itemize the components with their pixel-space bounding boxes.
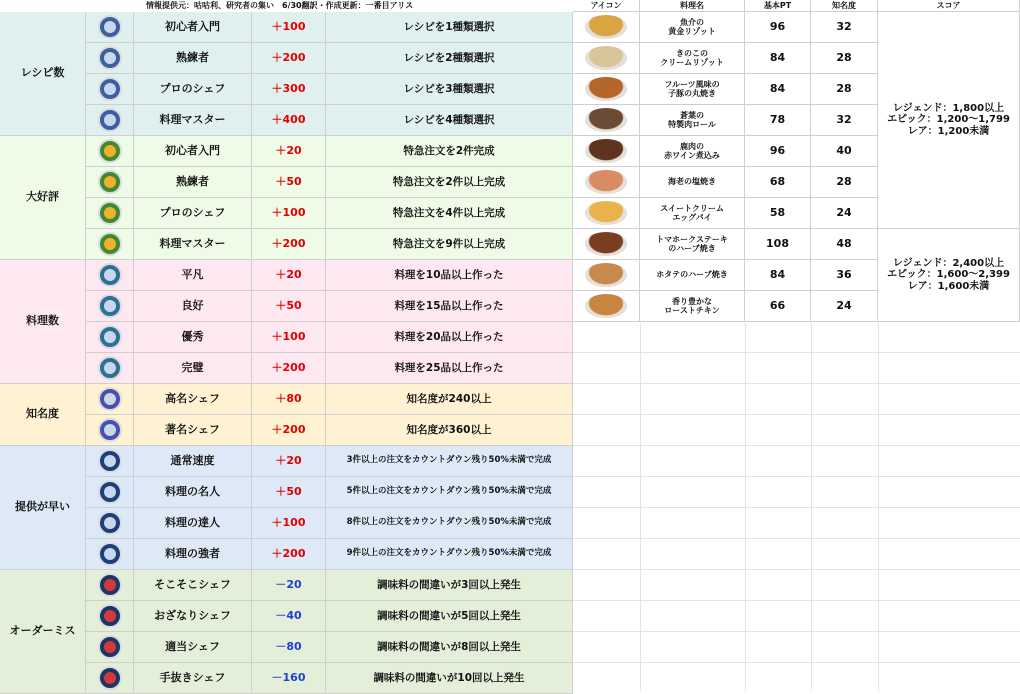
- achievement-title: 料理マスター: [134, 229, 252, 260]
- achievement-condition: 3件以上の注文をカウントダウン残り50%未満で完成: [326, 446, 573, 477]
- achievement-points: ＋200: [252, 353, 326, 384]
- dish-medal-icon: [98, 46, 122, 70]
- risotto-icon: [585, 15, 627, 39]
- stew-icon: [585, 139, 627, 163]
- achievement-condition: 特急注文を2件以上完成: [326, 167, 573, 198]
- achievement-points: ＋100: [252, 322, 326, 353]
- roast-piglet-icon: [585, 77, 627, 101]
- header-base-pt: 基本PT: [745, 0, 811, 12]
- category-cell: 提供が早い: [0, 446, 86, 570]
- achievement-points: ＋200: [252, 539, 326, 570]
- header-icon: アイコン: [573, 0, 640, 12]
- achievement-condition: 8件以上の注文をカウントダウン残り50%未満で完成: [326, 508, 573, 539]
- grid-line: [573, 352, 1020, 353]
- achievement-condition: 特急注文を2件完成: [326, 136, 573, 167]
- dish-fame: 28: [811, 74, 878, 105]
- achievement-points: －80: [252, 632, 326, 663]
- achievement-title: 適当シェフ: [134, 632, 252, 663]
- category-cell: 大好評: [0, 136, 86, 260]
- dish-icon-cell: [573, 229, 640, 260]
- icon-cell: [86, 12, 134, 43]
- dish-base-pt: 84: [745, 260, 811, 291]
- achievement-title: 手抜きシェフ: [134, 663, 252, 694]
- achievement-points: ＋200: [252, 229, 326, 260]
- icon-cell: [86, 477, 134, 508]
- scroll-medal-icon: [98, 263, 122, 287]
- achievement-title: 熟練者: [134, 43, 252, 74]
- wing-medal-icon: [98, 542, 122, 566]
- achievement-title: 高名シェフ: [134, 384, 252, 415]
- dish-name: きのこの クリームリゾット: [640, 43, 745, 74]
- dish-icon-cell: [573, 12, 640, 43]
- dish-icon-cell: [573, 167, 640, 198]
- dish-medal-icon: [98, 77, 122, 101]
- dish-fame: 28: [811, 43, 878, 74]
- meat-roll-icon: [585, 108, 627, 132]
- achievement-title: プロのシェフ: [134, 198, 252, 229]
- achievement-points: ＋50: [252, 477, 326, 508]
- achievement-condition: 5件以上の注文をカウントダウン残り50%未満で完成: [326, 477, 573, 508]
- icon-cell: [86, 136, 134, 167]
- achievement-points: ＋200: [252, 43, 326, 74]
- achievement-condition: 料理を25品以上作った: [326, 353, 573, 384]
- achievement-condition: レシピを3種類選択: [326, 74, 573, 105]
- achievement-condition: 調味料の間違いが3回以上発生: [326, 570, 573, 601]
- dish-icon-cell: [573, 43, 640, 74]
- steak-icon: [585, 232, 627, 256]
- dish-icon-cell: [573, 136, 640, 167]
- icon-cell: [86, 74, 134, 105]
- icon-cell: [86, 322, 134, 353]
- icon-cell: [86, 570, 134, 601]
- praise-medal-icon: [98, 139, 122, 163]
- icon-cell: [86, 291, 134, 322]
- scroll-medal-icon: [98, 325, 122, 349]
- dish-icon-cell: [573, 291, 640, 322]
- achievement-points: ＋50: [252, 291, 326, 322]
- achievement-condition: 料理を10品以上作った: [326, 260, 573, 291]
- dish-name: 香り豊かな ローストチキン: [640, 291, 745, 322]
- achievement-condition: 料理を20品以上作った: [326, 322, 573, 353]
- achievement-title: 著名シェフ: [134, 415, 252, 446]
- achievement-condition: 調味料の間違いが5回以上発生: [326, 601, 573, 632]
- achievement-condition: 調味料の間違いが8回以上発生: [326, 632, 573, 663]
- achievement-title: 料理の名人: [134, 477, 252, 508]
- dish-fame: 32: [811, 105, 878, 136]
- dish-fame: 24: [811, 291, 878, 322]
- icon-cell: [86, 167, 134, 198]
- achievement-title: 優秀: [134, 322, 252, 353]
- praise-medal-icon: [98, 170, 122, 194]
- dish-icon-cell: [573, 74, 640, 105]
- achievement-condition: 知名度が360以上: [326, 415, 573, 446]
- grid-line: [573, 662, 1020, 663]
- dish-fame: 24: [811, 198, 878, 229]
- dish-fame: 28: [811, 167, 878, 198]
- category-cell: レシピ数: [0, 12, 86, 136]
- achievement-points: ＋20: [252, 136, 326, 167]
- category-cell: 知名度: [0, 384, 86, 446]
- dish-name: 海老の塩焼き: [640, 167, 745, 198]
- dish-name: 魚介の 黄金リゾット: [640, 12, 745, 43]
- category-cell: 料理数: [0, 260, 86, 384]
- dish-fame: 36: [811, 260, 878, 291]
- cross-medal-icon: [98, 635, 122, 659]
- dish-base-pt: 84: [745, 43, 811, 74]
- dish-base-pt: 58: [745, 198, 811, 229]
- achievement-points: ＋80: [252, 384, 326, 415]
- icon-cell: [86, 229, 134, 260]
- achievement-condition: 料理を15品以上作った: [326, 291, 573, 322]
- achievement-points: －20: [252, 570, 326, 601]
- achievement-condition: 特急注文を9件以上完成: [326, 229, 573, 260]
- dish-base-pt: 68: [745, 167, 811, 198]
- grid-line: [573, 445, 1020, 446]
- dish-icon-cell: [573, 260, 640, 291]
- achievement-title: おざなりシェフ: [134, 601, 252, 632]
- icon-cell: [86, 632, 134, 663]
- scroll-medal-icon: [98, 356, 122, 380]
- achievement-condition: 調味料の間違いが10回以上発生: [326, 663, 573, 694]
- icon-cell: [86, 508, 134, 539]
- header-fame: 知名度: [811, 0, 878, 12]
- cream-risotto-icon: [585, 46, 627, 70]
- achievement-points: ＋100: [252, 12, 326, 43]
- grid-line: [573, 569, 1020, 570]
- achievement-title: プロのシェフ: [134, 74, 252, 105]
- dish-base-pt: 84: [745, 74, 811, 105]
- icon-cell: [86, 353, 134, 384]
- chef-hat-medal-icon: [98, 418, 122, 442]
- grid-line: [573, 414, 1020, 415]
- icon-cell: [86, 384, 134, 415]
- achievement-title: 初心者入門: [134, 12, 252, 43]
- wing-medal-icon: [98, 480, 122, 504]
- dish-icon-cell: [573, 198, 640, 229]
- achievement-title: 初心者入門: [134, 136, 252, 167]
- cross-medal-icon: [98, 666, 122, 690]
- achievement-title: 通常速度: [134, 446, 252, 477]
- achievement-title: 完璧: [134, 353, 252, 384]
- icon-cell: [86, 198, 134, 229]
- achievement-title: 料理マスター: [134, 105, 252, 136]
- icon-cell: [86, 539, 134, 570]
- achievement-points: ＋100: [252, 198, 326, 229]
- grid-line: [573, 600, 1020, 601]
- achievement-condition: 知名度が240以上: [326, 384, 573, 415]
- dish-fame: 48: [811, 229, 878, 260]
- header-score: スコア: [878, 0, 1020, 12]
- grilled-shrimp-icon: [585, 170, 627, 194]
- dish-medal-icon: [98, 15, 122, 39]
- credit-header: 情報提供元：咕咕利、研究者の集い 6/30翻訳・作成更新：一番目アリス: [146, 1, 414, 11]
- praise-medal-icon: [98, 201, 122, 225]
- icon-cell: [86, 105, 134, 136]
- achievement-title: 良好: [134, 291, 252, 322]
- achievement-points: ＋100: [252, 508, 326, 539]
- wing-medal-icon: [98, 449, 122, 473]
- achievement-points: ＋20: [252, 446, 326, 477]
- header-dish-name: 料理名: [640, 0, 745, 12]
- achievement-condition: レシピを2種類選択: [326, 43, 573, 74]
- achievement-points: ＋300: [252, 74, 326, 105]
- icon-cell: [86, 663, 134, 694]
- praise-medal-icon: [98, 232, 122, 256]
- score-note: レジェンド：2,400以上 エピック：1,600～2,399 レア：1,600未満: [878, 229, 1020, 322]
- dish-name: フルーツ風味の 子豚の丸焼き: [640, 74, 745, 105]
- achievement-condition: 9件以上の注文をカウントダウン残り50%未満で完成: [326, 539, 573, 570]
- dish-name: 蒼葉の 特製肉ロール: [640, 105, 745, 136]
- grid-line: [573, 631, 1020, 632]
- achievement-title: 料理の達人: [134, 508, 252, 539]
- dish-fame: 32: [811, 12, 878, 43]
- icon-cell: [86, 446, 134, 477]
- achievement-condition: 特急注文を4件以上完成: [326, 198, 573, 229]
- dish-medal-icon: [98, 108, 122, 132]
- icon-cell: [86, 415, 134, 446]
- achievement-title: 平凡: [134, 260, 252, 291]
- achievement-points: ＋200: [252, 415, 326, 446]
- icon-cell: [86, 43, 134, 74]
- achievement-title: 熟練者: [134, 167, 252, 198]
- achievement-points: ＋20: [252, 260, 326, 291]
- scallop-icon: [585, 263, 627, 287]
- dish-base-pt: 96: [745, 136, 811, 167]
- achievement-points: ＋50: [252, 167, 326, 198]
- dish-icon-cell: [573, 105, 640, 136]
- roast-chicken-icon: [585, 294, 627, 318]
- grid-line: [573, 476, 1020, 477]
- dish-name: ホタテのハーブ焼き: [640, 260, 745, 291]
- achievement-points: ＋400: [252, 105, 326, 136]
- scroll-medal-icon: [98, 294, 122, 318]
- dish-name: スイートクリーム エッグパイ: [640, 198, 745, 229]
- dish-name: 鹿肉の 赤ワイン煮込み: [640, 136, 745, 167]
- grid-line: [573, 383, 1020, 384]
- dish-base-pt: 108: [745, 229, 811, 260]
- dish-base-pt: 66: [745, 291, 811, 322]
- category-cell: オーダーミス: [0, 570, 86, 694]
- chef-hat-medal-icon: [98, 387, 122, 411]
- icon-cell: [86, 260, 134, 291]
- dish-base-pt: 96: [745, 12, 811, 43]
- achievement-condition: レシピを4種類選択: [326, 105, 573, 136]
- score-note: レジェンド：1,800以上 エピック：1,200～1,799 レア：1,200未満: [878, 12, 1020, 229]
- cross-medal-icon: [98, 604, 122, 628]
- achievement-title: 料理の強者: [134, 539, 252, 570]
- grid-line: [573, 507, 1020, 508]
- grid-line: [573, 538, 1020, 539]
- achievement-points: －160: [252, 663, 326, 694]
- achievement-title: そこそこシェフ: [134, 570, 252, 601]
- egg-pie-icon: [585, 201, 627, 225]
- dish-name: トマホークステーキ のハーブ焼き: [640, 229, 745, 260]
- achievement-condition: レシピを1種類選択: [326, 12, 573, 43]
- dish-base-pt: 78: [745, 105, 811, 136]
- achievement-points: －40: [252, 601, 326, 632]
- dish-fame: 40: [811, 136, 878, 167]
- cross-medal-icon: [98, 573, 122, 597]
- icon-cell: [86, 601, 134, 632]
- wing-medal-icon: [98, 511, 122, 535]
